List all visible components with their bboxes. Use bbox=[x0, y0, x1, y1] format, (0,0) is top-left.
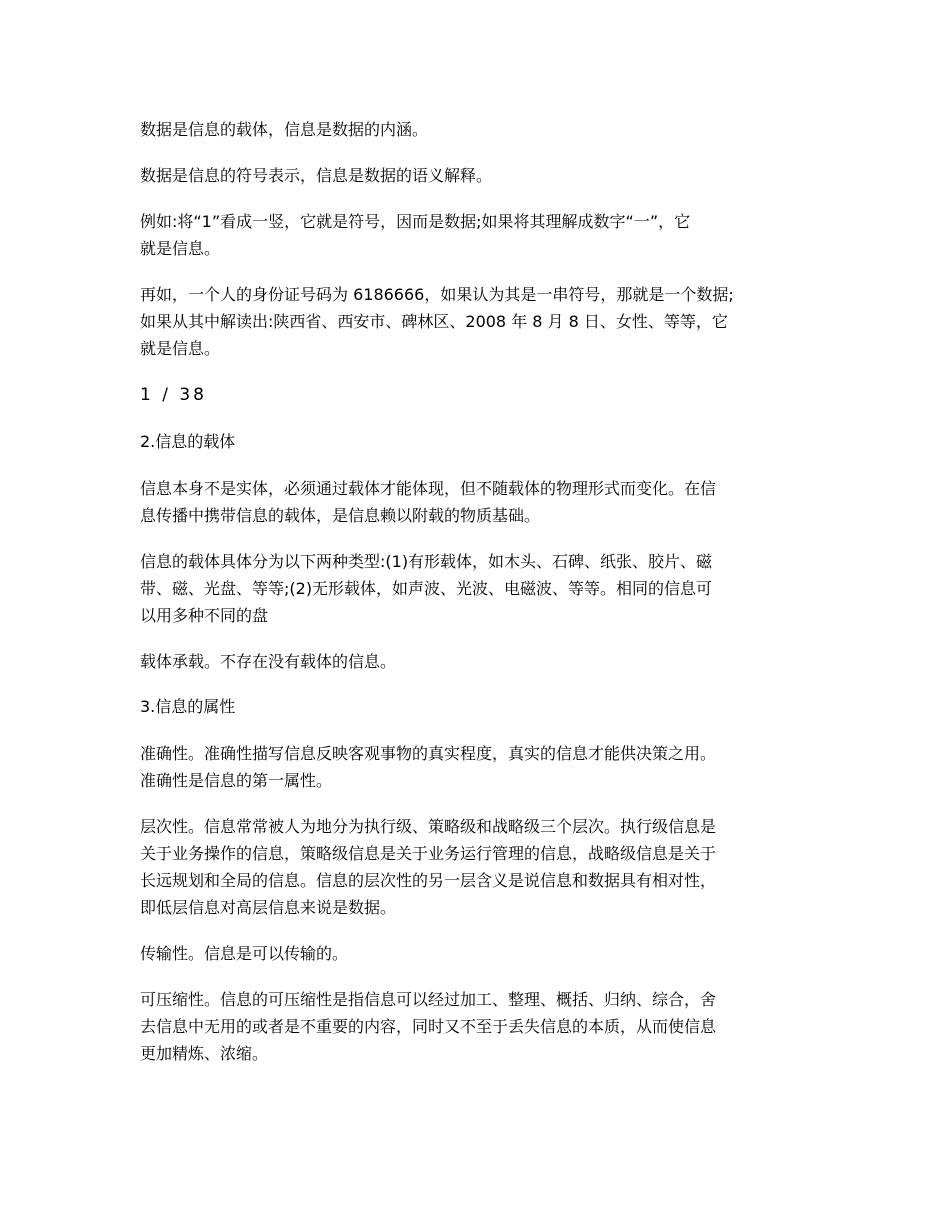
paragraph-example-one bbox=[140, 208, 820, 262]
text-line: 信息本身不是实体，必须通过载体才能体现，但不随载体的物理形式而变化。在信 bbox=[140, 479, 717, 498]
heading-text: 3.信息的属性 bbox=[140, 697, 236, 716]
text-line: 数据是信息的符号表示，信息是数据的语义解释。 bbox=[140, 166, 493, 185]
paragraph-carrier-note bbox=[140, 648, 820, 675]
text-line: 层次性。信息常常被人为地分为执行级、策略级和战略级三个层次。执行级信息是 bbox=[140, 817, 717, 836]
text-line: 例如:将“1”看成一竖，它就是符号，因而是数据;如果将其理解成数字“一”，它 bbox=[140, 212, 691, 231]
text-line: 信息的载体具体分为以下两种类型:(1)有形载体，如木头、石碑、纸张、胶片、磁 bbox=[140, 552, 713, 571]
paragraph-transmissibility bbox=[140, 940, 820, 967]
text-line: 关于业务操作的信息，策略级信息是关于业务运行管理的信息，战略级信息是关于 bbox=[140, 844, 717, 863]
section-heading-carrier bbox=[140, 428, 820, 455]
page-number-text: 1 / 38 bbox=[140, 385, 207, 405]
page-number bbox=[140, 382, 820, 409]
heading-text: 2.信息的载体 bbox=[140, 432, 236, 451]
text-line: 就是信息。 bbox=[140, 239, 221, 258]
text-line: 传输性。信息是可以传输的。 bbox=[140, 944, 349, 963]
text-line: 就是信息。 bbox=[140, 339, 221, 358]
text-line: 息传播中携带信息的载体，是信息赖以附载的物质基础。 bbox=[140, 506, 541, 525]
text-line: 如果从其中解读出:陕西省、西安市、碑林区、2008 年 8 月 8 日、女性、等等，它 bbox=[140, 312, 728, 331]
paragraph-carrier-definition bbox=[140, 475, 820, 529]
text-line: 即低层信息对高层信息来说是数据。 bbox=[140, 898, 397, 917]
text-line: 以用多种不同的盘 bbox=[140, 606, 269, 625]
text-line: 更加精炼、浓缩。 bbox=[140, 1044, 269, 1063]
document-page bbox=[140, 0, 820, 1230]
text-line: 准确性。准确性描写信息反映客观事物的真实程度，真实的信息才能供决策之用。 bbox=[140, 744, 717, 763]
paragraph-accuracy bbox=[140, 740, 820, 794]
text-line: 数据是信息的载体，信息是数据的内涵。 bbox=[140, 120, 429, 139]
paragraph-data-carrier bbox=[140, 116, 820, 143]
paragraph-data-symbol bbox=[140, 162, 820, 189]
paragraph-example-id-card bbox=[140, 281, 820, 362]
paragraph-hierarchy bbox=[140, 813, 820, 921]
text-line: 去信息中无用的或者是不重要的内容，同时又不至于丢失信息的本质，从而使信息 bbox=[140, 1017, 717, 1036]
text-line: 带、磁、光盘、等等;(2)无形载体，如声波、光波、电磁波、等等。相同的信息可 bbox=[140, 579, 713, 598]
text-line: 可压缩性。信息的可压缩性是指信息可以经过加工、整理、概括、归纳、综合，舍 bbox=[140, 990, 717, 1009]
paragraph-carrier-types bbox=[140, 548, 820, 629]
text-line: 载体承载。不存在没有载体的信息。 bbox=[140, 652, 397, 671]
text-line: 长远规划和全局的信息。信息的层次性的另一层含义是说信息和数据具有相对性， bbox=[140, 871, 717, 890]
text-line: 准确性是信息的第一属性。 bbox=[140, 771, 333, 790]
section-heading-attributes bbox=[140, 693, 820, 720]
paragraph-compressibility bbox=[140, 986, 820, 1067]
text-line: 再如，一个人的身份证号码为 6186666，如果认为其是一串符号，那就是一个数据; bbox=[140, 285, 734, 304]
